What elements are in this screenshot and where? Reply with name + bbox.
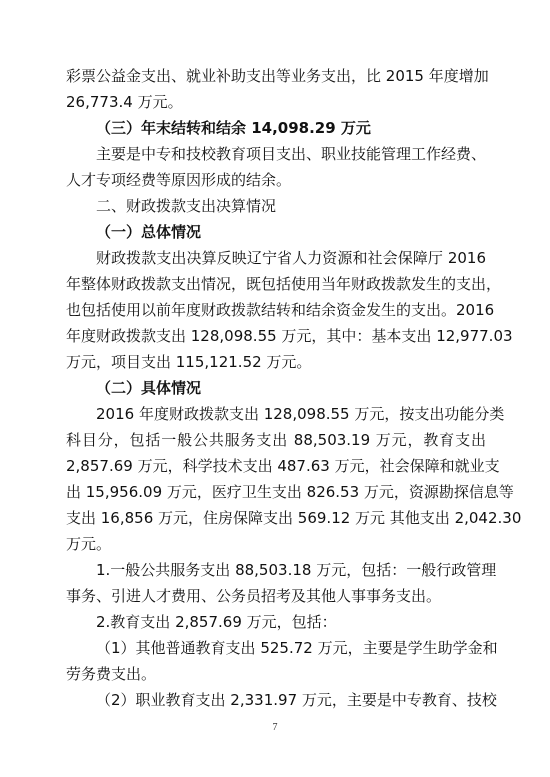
- paragraph-line: 年度财政拨款支出 128,098.55 万元，其中：基本支出 12,977.03: [66, 327, 513, 345]
- section-heading: （三）年末结转和结余 14,098.29 万元: [96, 119, 371, 137]
- paragraph-line: 万元，项目支出 115,121.52 万元。: [66, 353, 312, 371]
- paragraph-line: 财政拨款支出决算反映辽宁省人力资源和社会保障厅 2016: [96, 249, 486, 267]
- paragraph-line: 年整体财政拨款支出情况，既包括使用当年财政拨款发生的支出，: [66, 275, 502, 293]
- paragraph-line: 科目分，包括一般公共服务支出 88,503.19 万元，教育支出: [66, 431, 486, 449]
- paragraph-line: 彩票公益金支出、就业补助支出等业务支出，比 2015 年度增加: [66, 67, 489, 85]
- paragraph-line: 1.一般公共服务支出 88,503.18 万元，包括：一般行政管理: [96, 561, 497, 579]
- subsection-heading: （一）总体情况: [96, 223, 202, 241]
- paragraph-line: 2.教育支出 2,857.69 万元，包括：: [96, 613, 337, 631]
- paragraph-line: 也包括使用以前年度财政拨款结转和结余资金发生的支出。2016: [66, 301, 495, 319]
- paragraph-line: 劳务费支出。: [66, 665, 157, 683]
- paragraph-line: 万元。: [66, 535, 112, 553]
- subsection-heading: （二）具体情况: [96, 379, 202, 397]
- paragraph-line: 人才专项经费等原因形成的结余。: [66, 171, 292, 189]
- paragraph-line: 支出 16,856 万元，住房保障支出 569.12 万元 其他支出 2,042.30: [66, 509, 522, 527]
- paragraph-line: 事务、引进人才费用、公务员招考及其他人事事务支出。: [66, 587, 442, 605]
- section-heading: 二、财政拨款支出决算情况: [96, 197, 277, 215]
- paragraph-line: 出 15,956.09 万元，医疗卫生支出 826.53 万元，资源勘探信息等: [66, 483, 514, 501]
- paragraph-line: （2）职业教育支出 2,331.97 万元，主要是中专教育、技校: [96, 691, 497, 709]
- paragraph-line: 2016 年度财政拨款支出 128,098.55 万元，按支出功能分类: [96, 405, 505, 423]
- paragraph-line: 26,773.4 万元。: [66, 93, 183, 111]
- paragraph-line: （1）其他普通教育支出 525.72 万元，主要是学生助学金和: [96, 639, 498, 657]
- paragraph-line: 主要是中专和技校教育项目支出、职业技能管理工作经费、: [96, 145, 487, 163]
- paragraph-line: 2,857.69 万元，科学技术支出 487.63 万元，社会保障和就业支: [66, 457, 500, 475]
- page-number: 7: [272, 722, 278, 733]
